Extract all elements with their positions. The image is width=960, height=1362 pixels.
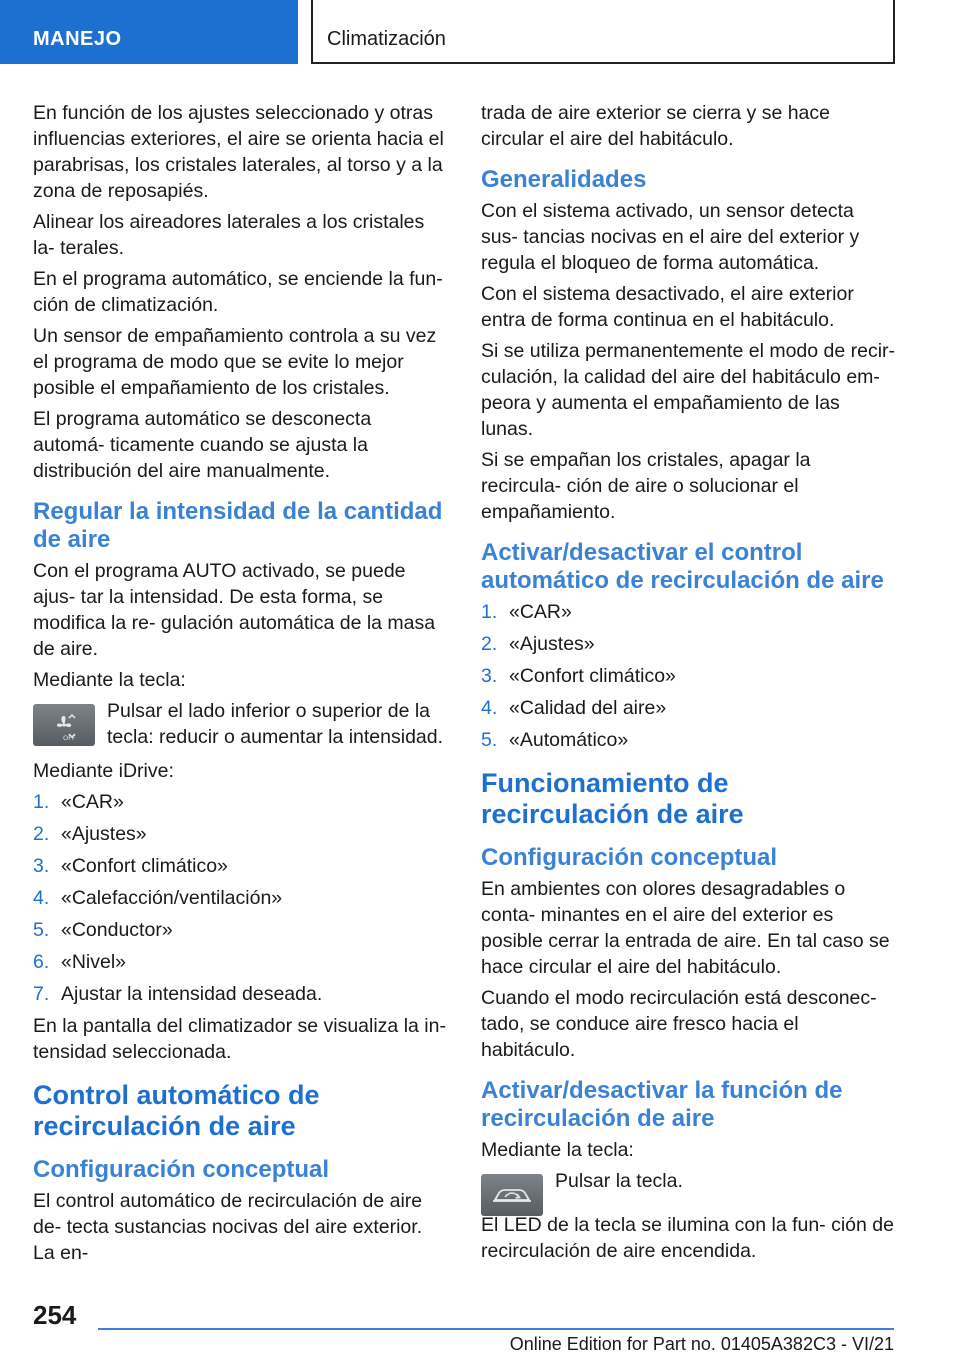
paragraph: Un sensor de empañamiento controla a su vez el programa de modo que se evite lo mejor posible el empañamiento de los cristales. bbox=[33, 325, 437, 399]
fan-key-image bbox=[33, 704, 95, 746]
heading-general: Generalidades bbox=[481, 166, 647, 193]
footer-divider bbox=[98, 1328, 894, 1330]
heading-config: Configuración conceptual bbox=[33, 1156, 330, 1183]
list-item: 1. «CAR» bbox=[481, 601, 572, 623]
paragraph: En el programa automático, se enciende la fun- ción de climatización. bbox=[33, 268, 443, 316]
recirculation-icon bbox=[481, 1174, 543, 1216]
paragraph: Con el programa AUTO activado, se puede ajus- tar la intensidad. De esta forma, se modifica la re- gulación automática de la masa de aire. bbox=[33, 560, 436, 660]
list-item: 4. «Calefacción/ventilación» bbox=[33, 887, 283, 909]
key-instruction-fan bbox=[33, 698, 448, 750]
chapter-box bbox=[311, 0, 895, 64]
list-item: 1. «CAR» bbox=[33, 791, 124, 813]
chapter-title: Climatización bbox=[327, 28, 446, 50]
page-number: 254 bbox=[33, 1300, 77, 1330]
paragraph: El LED de la tecla se ilumina con la fun- ción de recirculación de aire encendida. bbox=[481, 1214, 894, 1262]
edition-note: Online Edition for Part no. 01405A382C3 - VI/21 bbox=[509, 1334, 894, 1354]
key-instruction-recirculation bbox=[481, 1168, 896, 1216]
heading-config: Configuración conceptual bbox=[481, 844, 778, 871]
paragraph: Mediante iDrive: bbox=[33, 760, 174, 782]
fan-off-label: OFF bbox=[63, 734, 76, 742]
fan-icon bbox=[33, 704, 95, 746]
list-item: 5. «Conductor» bbox=[33, 919, 173, 941]
list-item: 3. «Confort climático» bbox=[481, 665, 676, 687]
paragraph: Mediante la tecla: bbox=[481, 1139, 634, 1161]
list-item: 7. Ajustar la intensidad deseada. bbox=[33, 983, 323, 1005]
paragraph: En función de los ajustes seleccionado y otras influencias exteriores, el aire se orienta hacia el parabrisas, los cristales laterales, al torso y a la zona de reposapiés. bbox=[33, 102, 444, 202]
paragraph: Si se empañan los cristales, apagar la recircula- ción de aire o solucionar el empañamiento. bbox=[481, 449, 811, 523]
paragraph: Si se utiliza permanentemente el modo de recir- culación, la calidad del aire del habitáculo em- peora y aumenta el empañamiento de las lunas. bbox=[481, 340, 896, 440]
paragraph: Con el sistema activado, un sensor detecta sus- tancias nocivas en el aire del exterior y regula el bloqueo de forma automática. bbox=[481, 200, 860, 274]
key-instruction-line: Pulsar la tecla. bbox=[555, 1170, 683, 1192]
list-item: 6. «Nivel» bbox=[33, 951, 127, 973]
section-tab bbox=[0, 0, 298, 64]
paragraph: El programa automático se desconecta automá- ticamente cuando se ajusta la distribución del aire manualmente. bbox=[33, 408, 372, 482]
idrive-steps-intensity bbox=[33, 789, 448, 1007]
paragraph: trada de aire exterior se cierra y se hace circular el aire del habitáculo. bbox=[481, 102, 831, 150]
list-item: 5. «Automático» bbox=[481, 729, 629, 751]
heading-recirculation-function: Funcionamiento de recirculación de aire bbox=[481, 768, 744, 829]
list-item: 2. «Ajustes» bbox=[33, 823, 147, 845]
list-item: 4. «Calidad del aire» bbox=[481, 697, 667, 719]
paragraph: En ambientes con olores desagradables o conta- minantes en el aire del exterior es posible cerrar la entrada de aire. En tal caso se hace circular el aire del habitáculo. bbox=[481, 878, 890, 978]
key-instruction-text: Pulsar el lado inferior o superior de la tecla: reducir o aumentar la intensidad. bbox=[107, 700, 444, 748]
list-item: 3. «Confort climático» bbox=[33, 855, 228, 877]
paragraph: En la pantalla del climatizador se visualiza la in- tensidad seleccionada. bbox=[33, 1015, 446, 1063]
idrive-steps-recirculation bbox=[481, 599, 896, 753]
heading-activate-control: Activar/desactivar el control automático de recirculación de aire bbox=[481, 539, 884, 594]
paragraph: Cuando el modo recirculación está desconec- tado, se conduce aire fresco hacia el habitáculo. bbox=[481, 987, 877, 1061]
paragraph: Con el sistema desactivado, el aire exterior entra de forma continua en el habitáculo. bbox=[481, 283, 854, 331]
paragraph: Alinear los aireadores laterales a los cristales la- terales. bbox=[33, 211, 425, 259]
section-title: MANEJO bbox=[33, 28, 122, 50]
paragraph: El control automático de recirculación de aire de- tecta sustancias nocivas del aire exterior. La en- bbox=[33, 1190, 423, 1264]
list-item: 2. «Ajustes» bbox=[481, 633, 595, 655]
left-column bbox=[33, 100, 448, 1271]
paragraph: Mediante la tecla: bbox=[33, 669, 186, 691]
heading-auto-recirculation: Control automático de recirculación de aire bbox=[33, 1080, 320, 1141]
heading-activate-function: Activar/desactivar la función de recirculación de aire bbox=[481, 1077, 843, 1132]
heading-intensity: Regular la intensidad de la cantidad de aire bbox=[33, 498, 443, 553]
right-column bbox=[481, 100, 896, 1269]
recirculation-key-image bbox=[481, 1174, 543, 1216]
